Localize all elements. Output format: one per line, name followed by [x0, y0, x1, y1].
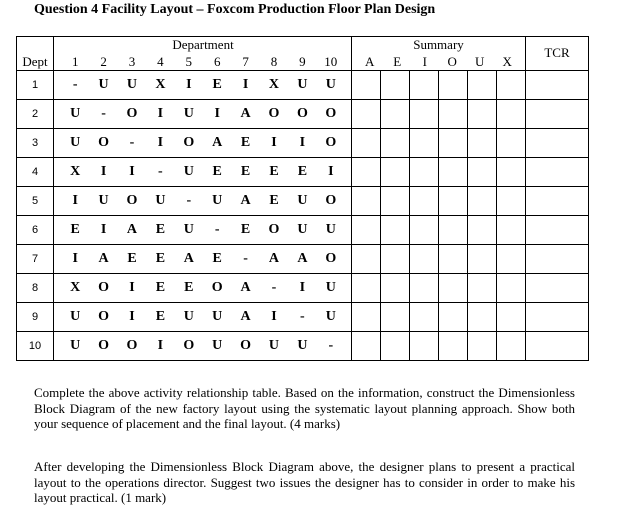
relationship-code: U — [212, 308, 223, 324]
table-row — [17, 244, 589, 273]
relationship-code: E — [297, 163, 308, 179]
relationship-code: A — [98, 250, 109, 266]
summary-blank-cell[interactable] — [381, 244, 410, 273]
relationship-code: I — [157, 105, 164, 121]
summary-blank-cell[interactable] — [352, 99, 381, 128]
relationship-values — [61, 77, 345, 93]
relationship-code: U — [183, 221, 194, 237]
summary-column-letter: E — [393, 53, 402, 69]
relationship-code: I — [299, 134, 306, 150]
relationship-code: E — [240, 163, 251, 179]
summary-blank-cell[interactable] — [468, 215, 497, 244]
relationship-values — [61, 309, 345, 325]
summary-header-label: Summary — [413, 37, 464, 53]
relationship-values — [61, 280, 345, 296]
relationship-code: A — [126, 221, 138, 237]
tcr-blank-cell[interactable] — [526, 70, 589, 99]
tcr-blank-cell[interactable] — [526, 186, 589, 215]
summary-blank-cell[interactable] — [468, 244, 497, 273]
relationship-code: E — [155, 250, 166, 266]
department-header-label: Department — [172, 37, 234, 53]
summary-blank-cell[interactable] — [439, 70, 468, 99]
summary-blank-cell[interactable] — [352, 128, 381, 157]
relationship-code: E — [212, 250, 222, 266]
relationship-code: U — [70, 337, 81, 353]
summary-blank-cell[interactable] — [497, 70, 526, 99]
relationship-code: O — [325, 134, 337, 150]
summary-column-letter: U — [475, 53, 485, 69]
summary-blank-cell[interactable] — [497, 186, 526, 215]
relationship-code: O — [98, 279, 110, 295]
relationship-code: E — [212, 76, 222, 92]
relationship-code: E — [212, 163, 222, 179]
question-title: Question 4 Facility Layout – Foxcom Production Floor Plan Design — [34, 2, 436, 17]
relationship-code: O — [211, 279, 223, 295]
relationship-code: I — [72, 250, 78, 266]
department-column-number: 10 — [324, 53, 338, 69]
relationship-values-cell — [54, 157, 352, 186]
table-row — [17, 70, 589, 99]
relationship-code: E — [240, 134, 251, 150]
relationship-code: U — [297, 337, 308, 353]
summary-blank-cell[interactable] — [497, 157, 526, 186]
summary-blank-cell[interactable] — [497, 331, 526, 360]
summary-blank-cell[interactable] — [352, 244, 381, 273]
relationship-code: A — [240, 192, 251, 208]
relationship-code: E — [70, 221, 80, 237]
summary-blank-cell[interactable] — [439, 331, 468, 360]
dept-number-cell: 9 — [17, 302, 54, 331]
relationship-code: U — [325, 221, 336, 237]
relationship-code: - — [328, 337, 334, 353]
relationship-code: E — [155, 221, 166, 237]
summary-blank-cell[interactable] — [468, 70, 497, 99]
relationship-code: A — [297, 250, 308, 266]
relationship-code: - — [158, 163, 163, 179]
relationship-values-cell — [54, 186, 352, 215]
relationship-code: U — [98, 192, 109, 208]
department-column-number: 2 — [100, 53, 107, 69]
relationship-code: I — [271, 134, 277, 150]
relationship-code: E — [269, 192, 279, 208]
tcr-blank-cell[interactable] — [526, 99, 589, 128]
summary-blank-cell[interactable] — [410, 128, 439, 157]
dept-number-cell: 4 — [17, 157, 54, 186]
relationship-code: O — [126, 337, 138, 353]
dept-header-cell — [17, 37, 54, 71]
relationship-code: U — [297, 76, 308, 92]
relationship-code: A — [183, 250, 194, 266]
summary-blank-cell[interactable] — [410, 157, 439, 186]
relationship-code: U — [155, 192, 166, 208]
summary-blank-cell[interactable] — [381, 273, 410, 302]
summary-blank-cell[interactable] — [439, 128, 468, 157]
relationship-code: U — [183, 105, 194, 121]
relationship-code: O — [268, 105, 280, 121]
relationship-code: A — [240, 279, 251, 295]
summary-blank-cell[interactable] — [439, 273, 468, 302]
relationship-values-cell — [54, 70, 352, 99]
summary-letters-cell — [352, 54, 526, 71]
summary-blank-cell[interactable] — [381, 215, 410, 244]
summary-blank-cell[interactable] — [468, 186, 497, 215]
dept-number-cell: 6 — [17, 215, 54, 244]
summary-blank-cell[interactable] — [497, 215, 526, 244]
relationship-values-cell — [54, 244, 352, 273]
relationship-values — [61, 106, 345, 122]
relationship-values — [61, 164, 345, 180]
summary-blank-cell[interactable] — [439, 186, 468, 215]
department-column-number: 6 — [213, 53, 221, 69]
summary-blank-cell[interactable] — [381, 331, 410, 360]
dept-header-label: Dept — [22, 53, 48, 69]
relationship-code: I — [100, 221, 107, 237]
tcr-blank-cell[interactable] — [526, 302, 589, 331]
table-row — [17, 99, 589, 128]
relationship-code: I — [129, 163, 135, 179]
relationship-code: E — [240, 221, 251, 237]
department-column-number: 8 — [270, 53, 278, 69]
instruction-paragraph-2: After developing the Dimensionless Block Diagram above, the designer plans to present a practical layout to the operations director. Suggest two issues the designer has to consider in order to make his layout practical. (1 mark) — [34, 459, 575, 505]
relationship-values-cell — [54, 99, 352, 128]
relationship-code: U — [297, 192, 308, 208]
dept-number-cell: 7 — [17, 244, 54, 273]
department-column-number: 1 — [71, 53, 79, 69]
relationship-code: O — [183, 134, 195, 150]
relationship-values — [61, 222, 345, 238]
dept-number-cell: 5 — [17, 186, 54, 215]
relationship-code: E — [184, 279, 194, 295]
table-row — [17, 186, 589, 215]
table-row — [17, 215, 589, 244]
relationship-code: I — [129, 279, 135, 295]
relationship-code: U — [70, 134, 81, 150]
summary-blank-cell[interactable] — [352, 70, 381, 99]
relationship-code: X — [268, 76, 280, 92]
table-row — [17, 302, 589, 331]
relationship-code: O — [126, 105, 138, 121]
summary-blank-cell[interactable] — [497, 302, 526, 331]
department-numbers-cell — [54, 54, 352, 71]
relationship-code: U — [183, 163, 194, 179]
summary-blank-cell[interactable] — [439, 99, 468, 128]
relationship-code: U — [325, 76, 336, 92]
summary-blank-cell[interactable] — [497, 99, 526, 128]
summary-blank-cell[interactable] — [410, 99, 439, 128]
relationship-code: U — [98, 76, 109, 92]
relationship-code: I — [214, 105, 220, 121]
table-header-row-numbers — [17, 54, 589, 71]
department-column-number: 7 — [242, 53, 249, 69]
relationship-code: O — [98, 308, 110, 324]
summary-blank-cell[interactable] — [410, 244, 439, 273]
relationship-code: U — [126, 76, 138, 92]
summary-letters — [356, 54, 521, 70]
relationship-code: X — [70, 279, 81, 295]
relationship-code: O — [325, 105, 337, 121]
summary-blank-cell[interactable] — [410, 70, 439, 99]
summary-blank-cell[interactable] — [468, 128, 497, 157]
summary-blank-cell[interactable] — [381, 128, 410, 157]
relationship-values-cell — [54, 331, 352, 360]
relationship-code: I — [72, 192, 78, 208]
dept-number-cell: 8 — [17, 273, 54, 302]
relationship-code: O — [98, 337, 110, 353]
tcr-blank-cell[interactable] — [526, 157, 589, 186]
relationship-code: - — [101, 105, 106, 121]
summary-blank-cell[interactable] — [439, 215, 468, 244]
relationship-code: U — [297, 221, 308, 237]
relationship-code: X — [70, 163, 81, 179]
relationship-code: U — [268, 337, 280, 353]
summary-blank-cell[interactable] — [381, 302, 410, 331]
dept-number-cell: 10 — [17, 331, 54, 360]
relationship-code: - — [243, 250, 248, 266]
relationship-code: - — [214, 221, 220, 237]
relationship-values-cell — [54, 215, 352, 244]
summary-blank-cell[interactable] — [468, 331, 497, 360]
relationship-code: A — [240, 105, 251, 121]
relationship-code: - — [129, 134, 135, 150]
department-column-number: 9 — [299, 53, 306, 69]
relationship-code: I — [271, 308, 277, 324]
relationship-code: I — [100, 163, 107, 179]
table-row — [17, 157, 589, 186]
summary-blank-cell[interactable] — [468, 302, 497, 331]
relationship-code: O — [98, 134, 110, 150]
summary-blank-cell[interactable] — [352, 273, 381, 302]
relationship-code: I — [129, 308, 135, 324]
summary-blank-cell[interactable] — [381, 186, 410, 215]
relationship-code: U — [325, 279, 336, 295]
summary-blank-cell[interactable] — [497, 244, 526, 273]
table-row — [17, 273, 589, 302]
summary-blank-cell[interactable] — [352, 186, 381, 215]
relationship-code: O — [325, 250, 337, 266]
relationship-code: A — [240, 308, 251, 324]
relationship-code: E — [127, 250, 137, 266]
relationship-values — [61, 251, 345, 267]
summary-blank-cell[interactable] — [352, 302, 381, 331]
summary-header-cell — [352, 37, 526, 54]
relationship-values-cell — [54, 273, 352, 302]
relationship-code: A — [212, 134, 223, 150]
activity-relationship-table — [16, 36, 589, 361]
summary-blank-cell[interactable] — [410, 186, 439, 215]
relationship-values — [61, 338, 345, 354]
summary-blank-cell[interactable] — [497, 128, 526, 157]
tcr-blank-cell[interactable] — [526, 128, 589, 157]
summary-blank-cell[interactable] — [352, 157, 381, 186]
relationship-code: U — [183, 308, 194, 324]
dept-number-cell: 2 — [17, 99, 54, 128]
summary-blank-cell[interactable] — [468, 157, 497, 186]
dept-number-cell: 1 — [17, 70, 54, 99]
relationship-code: U — [70, 105, 81, 121]
summary-blank-cell[interactable] — [381, 70, 410, 99]
relationship-code: E — [155, 308, 166, 324]
relationship-values — [61, 135, 345, 151]
relationship-code: I — [328, 163, 334, 179]
relationship-code: U — [212, 337, 223, 353]
department-numbers — [54, 54, 351, 70]
department-column-number: 4 — [157, 53, 164, 69]
tcr-header-label: TCR — [544, 45, 570, 61]
department-header-cell — [54, 37, 352, 54]
summary-column-letter: I — [422, 53, 427, 69]
tcr-header-cell — [526, 37, 589, 71]
relationship-code: O — [183, 337, 195, 353]
summary-column-letter: X — [502, 53, 512, 69]
relationship-values-cell — [54, 302, 352, 331]
relationship-code: - — [186, 192, 192, 208]
tcr-blank-cell[interactable] — [526, 244, 589, 273]
summary-blank-cell[interactable] — [410, 302, 439, 331]
relationship-code: E — [269, 163, 279, 179]
relationship-code: O — [126, 192, 138, 208]
relationship-code: I — [157, 134, 164, 150]
relationship-code: O — [240, 337, 252, 353]
summary-blank-cell[interactable] — [410, 331, 439, 360]
relationship-code: O — [296, 105, 308, 121]
relationship-code: O — [268, 221, 280, 237]
tcr-blank-cell[interactable] — [526, 331, 589, 360]
relationship-code: A — [268, 250, 280, 266]
summary-blank-cell[interactable] — [468, 99, 497, 128]
department-column-number: 3 — [128, 53, 136, 69]
relationship-code: I — [242, 76, 249, 92]
department-column-number: 5 — [185, 53, 193, 69]
summary-blank-cell[interactable] — [381, 157, 410, 186]
summary-column-letter: O — [447, 53, 457, 69]
summary-blank-cell[interactable] — [381, 99, 410, 128]
relationship-values-cell — [54, 128, 352, 157]
relationship-values — [61, 193, 345, 209]
tcr-blank-cell[interactable] — [526, 215, 589, 244]
relationship-code: I — [299, 279, 306, 295]
relationship-code: I — [186, 76, 192, 92]
table-header-row-top — [17, 37, 589, 54]
relationship-code: O — [325, 192, 337, 208]
relationship-code: E — [155, 279, 166, 295]
relationship-code: X — [155, 76, 166, 92]
relationship-code: U — [212, 192, 223, 208]
summary-blank-cell[interactable] — [468, 273, 497, 302]
relationship-code: I — [157, 337, 164, 353]
relationship-code: - — [271, 279, 277, 295]
summary-column-letter: A — [365, 53, 375, 69]
summary-blank-cell[interactable] — [439, 157, 468, 186]
summary-blank-cell[interactable] — [497, 273, 526, 302]
summary-blank-cell[interactable] — [439, 244, 468, 273]
relationship-code: - — [72, 76, 78, 92]
summary-blank-cell[interactable] — [352, 215, 381, 244]
dept-number-cell: 3 — [17, 128, 54, 157]
summary-blank-cell[interactable] — [410, 273, 439, 302]
tcr-blank-cell[interactable] — [526, 273, 589, 302]
table-row — [17, 331, 589, 360]
relationship-code: U — [325, 308, 336, 324]
table-row — [17, 128, 589, 157]
summary-blank-cell[interactable] — [439, 302, 468, 331]
summary-blank-cell[interactable] — [410, 215, 439, 244]
summary-blank-cell[interactable] — [352, 331, 381, 360]
instruction-paragraph-1: Complete the above activity relationship table. Based on the information, construct the Dimensionless Block Diagram of the new factory layout using the systematic layout planning approach. Show both your sequence of placement and the final layout. (4 marks) — [34, 385, 575, 431]
relationship-code: U — [70, 308, 81, 324]
relationship-code: - — [300, 308, 305, 324]
